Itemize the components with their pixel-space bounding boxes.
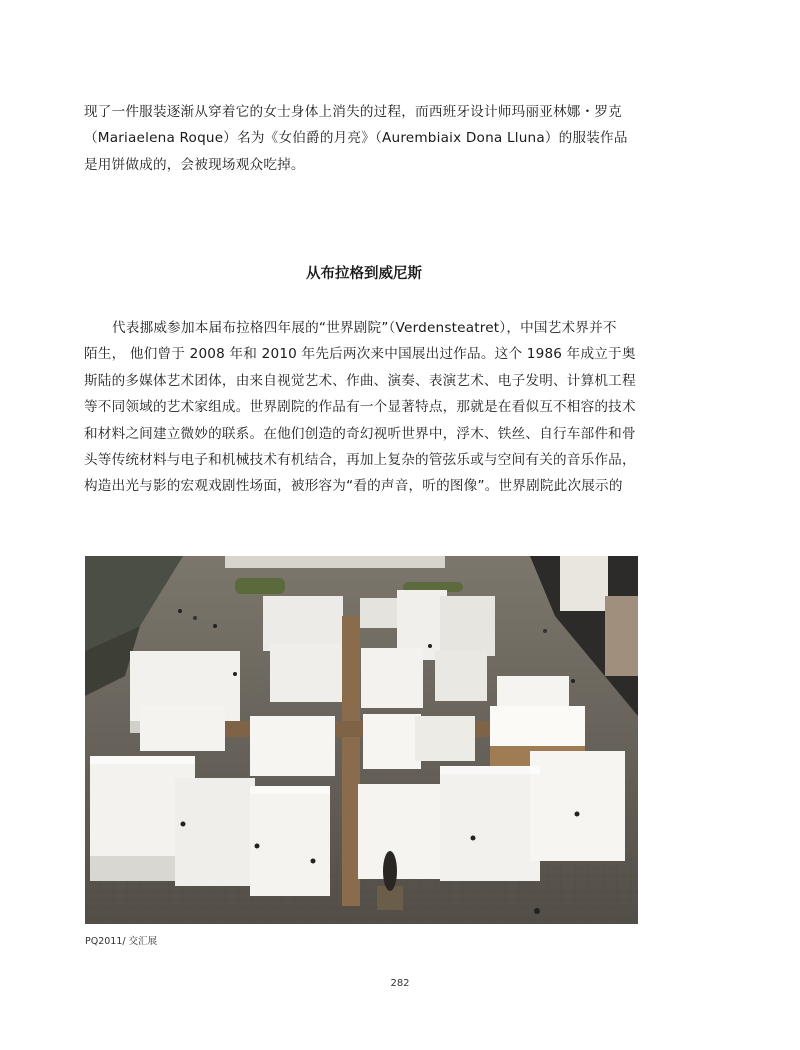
section-heading: 从布拉格到威尼斯 <box>306 266 422 282</box>
paragraph-line: 和材料之间建立微妙的联系。在他们创造的奇幻视听世界中，浮木、铁丝、自行车部件和骨 <box>84 425 636 442</box>
paragraph-line: 等不同领域的艺术家组成。世界剧院的作品有一个显著特点，那就是在看似互不相容的技术 <box>84 399 636 416</box>
body-paragraph-continued <box>84 99 644 178</box>
paragraph-line: 是用饼做成的，会被现场观众吃掉。 <box>84 156 305 173</box>
paragraph-line: （Mariaelena Roque）名为《女伯爵的月亮》（Aurembiaix Dona Lluna）的服装作品 <box>84 130 628 147</box>
body-paragraph <box>84 315 644 500</box>
photo-caption: PQ2011/ 交汇展 <box>85 936 158 947</box>
paragraph-line: 构造出光与影的宏观戏剧性场面，被形容为“看的声音，听的图像”。世界剧院此次展示的 <box>84 478 623 495</box>
paragraph-line: 陌生， 他们曾于 2008 年和 2010 年先后两次来中国展出过作品。这个 1986 年成立于奥 <box>84 346 636 363</box>
paragraph-line: 头等传统材料与电子和机械技术有机结合，再加上复杂的管弦乐或与空间有关的音乐作品， <box>84 452 636 469</box>
paragraph-line: 现了一件服装逐渐从穿着它的女士身体上消失的过程，而西班牙设计师玛丽亚林娜・罗克 <box>84 104 622 120</box>
paragraph-line: 斯陆的多媒体艺术团体，由来自视觉艺术、作曲、演奏、表演艺术、电子发明、计算机工程 <box>84 372 636 389</box>
paragraph-line: 代表挪威参加本届布拉格四年展的“世界剧院”（Verdensteatret），中国艺术界并不 <box>112 320 617 336</box>
page-number: 282 <box>390 978 410 989</box>
exhibition-photo <box>85 556 638 924</box>
